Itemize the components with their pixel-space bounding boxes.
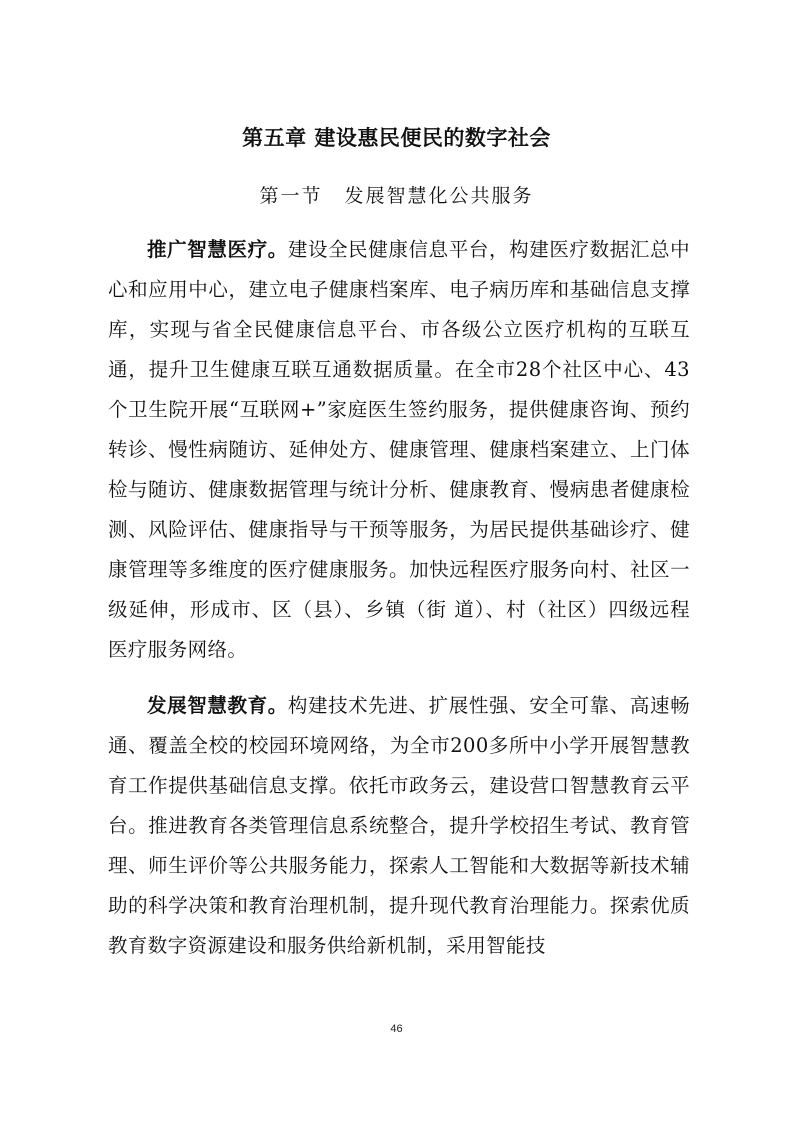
paragraph-smart-education [108,686,690,966]
section-number: 第一节 [259,185,323,207]
section-title [0,176,793,216]
paragraph-smart-healthcare [108,230,690,670]
paragraph-body: 建设全民健康信息平台，构建医疗数据汇总中心和应用中心，建立电子健康档案库、电子病历库和基础信息支撑库，实现与省全民健康信息平台、市各级公立医疗机构的互联互通，提升卫生健康互联互通数据质量。在全市28个社区中心、43个卫生院开展“互联网+”家庭医生签约服务，提供健康咨询、预约转诊、慢性病随访、延伸处方、健康管理、健康档案建立、上门体检与随访、健康数据管理与统计分析、健康教育、慢病患者健康检测、风险评估、健康指导与干预等服务，为居民提供基础诊疗、健康管理等多维度的医疗健康服务。加快远程医疗服务向村、社区一级延伸，形成市、区（县）、乡镇（街 道）、村（社区）四级远程医疗服务网络。 [108,238,690,661]
chapter-title: 第五章 建设惠民便民的数字社会 [242,126,551,150]
paragraph-lead: 推广智慧医疗。 [147,238,288,261]
page-number: 46 [390,1023,403,1035]
paragraph-lead: 发展智慧教育。 [147,694,288,717]
section-name: 发展智慧化公共服务 [344,185,534,207]
paragraph-body: 构建技术先进、扩展性强、安全可靠、高速畅通、覆盖全校的校园环境网络，为全市200多所中小学开展智慧教育工作提供基础信息支撑。依托市政务云，建设营口智慧教育云平台。推进教育各类管理信息系统整合，提升学校招生考试、教育管理、师生评价等公共服务能力，探索人工智能和大数据等新技术辅助的科学决策和教育治理机制，提升现代教育治理能力。探索优质教育数字资源建设和服务供给新机制，采用智能技 [108,694,690,957]
